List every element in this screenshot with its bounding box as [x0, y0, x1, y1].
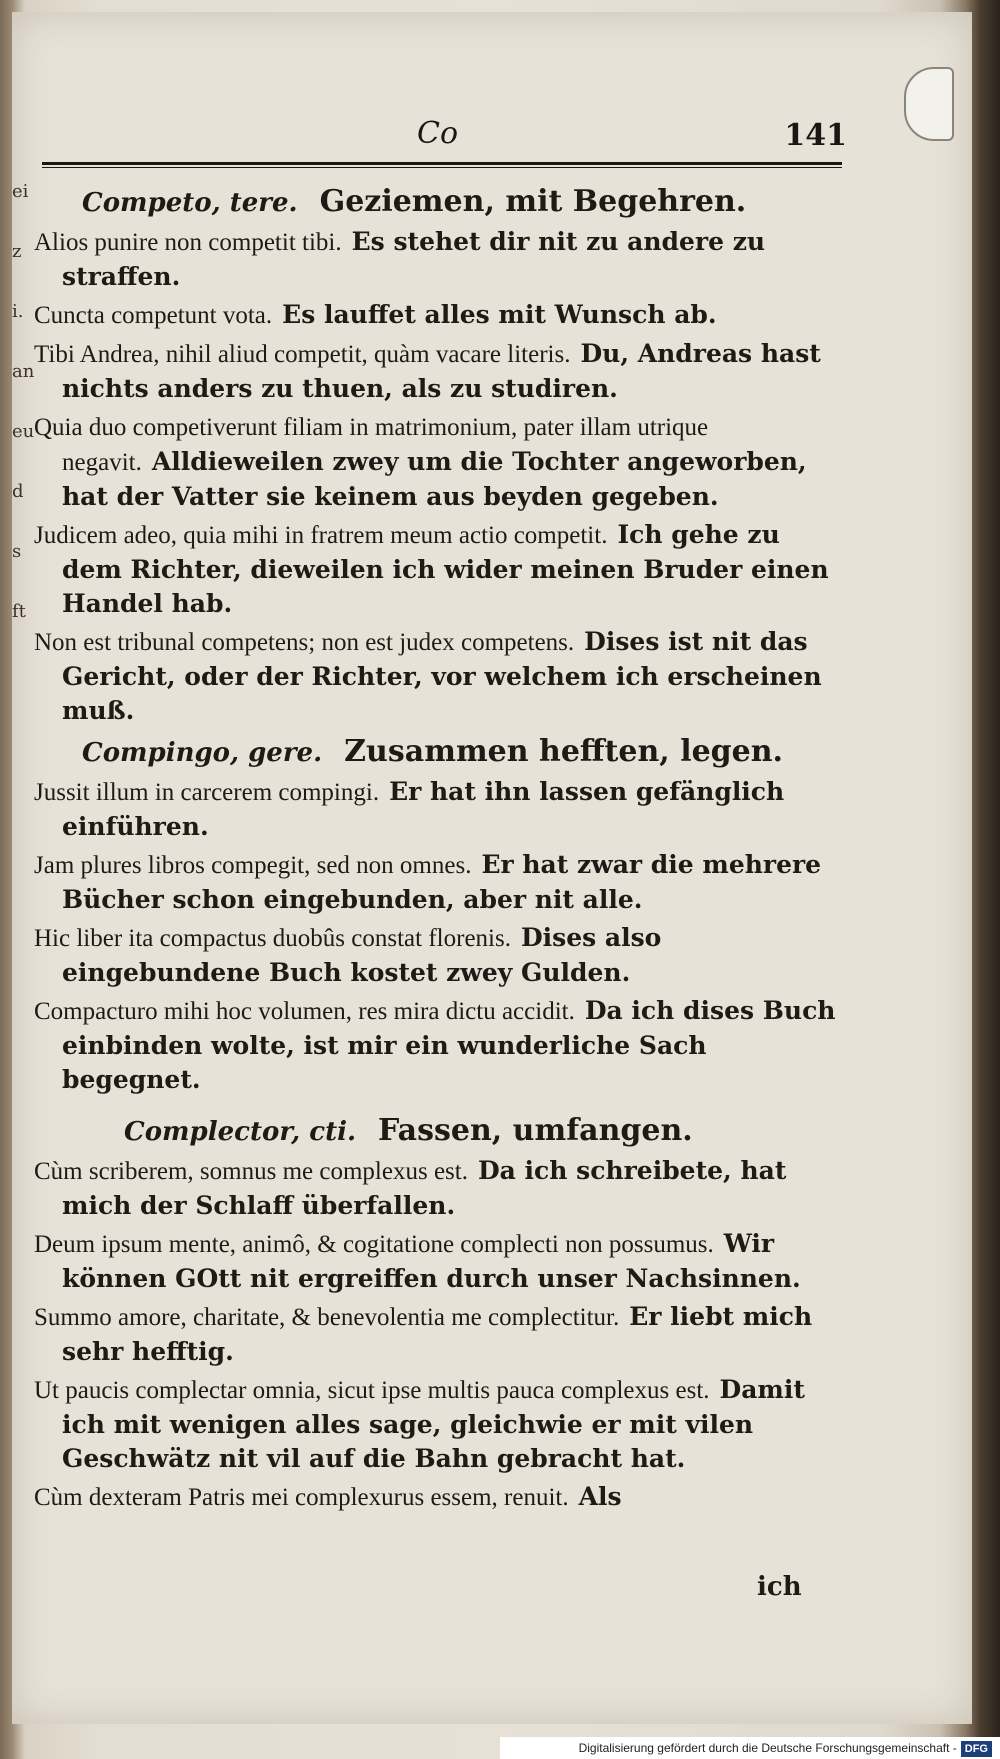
header-rule-thin: [42, 167, 842, 168]
example-sentence: [34, 775, 844, 844]
example-latin: Non est tribunal competens; non est judex competens.: [34, 629, 575, 656]
example-latin: Jam plures libros compegit, sed non omnes.: [34, 852, 472, 879]
example-sentence: [34, 921, 844, 990]
headword-latin: Complector, cti.: [124, 1117, 357, 1147]
edge-fragment: ft: [12, 601, 26, 622]
dictionary-entry: [34, 732, 844, 1097]
example-latin: Alios punire non competit tibi.: [34, 229, 342, 256]
example-german: Er liebt mich sehr hefftig.: [62, 1302, 813, 1366]
example-german: Es lauffet alles mit Wunsch ab.: [282, 300, 717, 329]
edge-fragment: s: [12, 541, 22, 562]
edge-fragment: i.: [12, 301, 24, 322]
example-latin: Judicem adeo, quia mihi in fratrem meum actio competit.: [34, 522, 608, 549]
example-sentence: [34, 848, 844, 917]
example-sentence: [34, 625, 844, 728]
section-heading: Co: [417, 116, 459, 151]
book-page: [12, 12, 972, 1724]
example-german: Ich gehe zu dem Richter, dieweilen ich wider meinen Bruder einen Handel hab.: [62, 520, 829, 618]
dictionary-entry: [34, 182, 844, 728]
example-sentence: [34, 298, 844, 333]
edge-fragment: an: [12, 361, 35, 382]
headword-german: Geziemen, mit Begehren.: [319, 184, 747, 219]
example-latin: Jussit illum in carcerem compingi.: [34, 779, 380, 806]
example-latin: Cuncta competunt vota.: [34, 302, 273, 329]
catchword: ich: [757, 1572, 802, 1602]
example-sentence: [34, 1480, 844, 1515]
digitization-footer: [500, 1737, 1000, 1759]
example-latin: Ut paucis complectar omnia, sicut ipse multis pauca complexus est.: [34, 1377, 710, 1404]
example-sentence: [34, 1227, 844, 1296]
headword: [124, 1111, 844, 1152]
headword-latin: Competo, tere.: [82, 188, 298, 218]
example-sentence: [34, 1300, 844, 1369]
example-german: Dises ist nit das Gericht, oder der Richter, vor welchem ich erscheinen muß.: [62, 627, 822, 725]
example-sentence: [34, 1154, 844, 1223]
example-german: Alldieweilen zwey um die Tochter angeworben, hat der Vatter sie keinem aus beyden gegeben.: [62, 447, 807, 511]
example-german: Da ich dises Buch einbinden wolte, ist mir ein wunderliche Sach begegnet.: [62, 996, 836, 1094]
headword-german: Zusammen hefften, legen.: [344, 734, 783, 769]
example-german: Als: [578, 1482, 622, 1511]
example-sentence: [34, 410, 844, 514]
example-sentence: [34, 518, 844, 621]
example-latin: Compacturo mihi hoc volumen, res mira dictu accidit.: [34, 998, 575, 1025]
footer-text: Digitalisierung gefördert durch die Deutsche Forschungsgemeinschaft -: [578, 1741, 957, 1755]
edge-fragment: z: [12, 241, 22, 262]
edge-fragment: ei: [12, 181, 29, 202]
example-sentence: [34, 225, 844, 294]
example-latin: Cùm dexteram Patris mei complexurus essem, renuit.: [34, 1484, 569, 1511]
example-german: Es stehet dir nit zu andere zu straffen.: [62, 227, 766, 291]
headword-german: Fassen, umfangen.: [378, 1113, 693, 1148]
example-latin: Deum ipsum mente, animô, & cogitatione complecti non possumus.: [34, 1231, 714, 1258]
headword: [82, 182, 844, 223]
headword-latin: Compingo, gere.: [82, 738, 323, 768]
edge-fragment: d: [12, 481, 24, 502]
header-rule: [42, 162, 842, 165]
example-german: Da ich schreibete, hat mich der Schlaff überfallen.: [62, 1156, 787, 1220]
example-german: Dises also eingebundene Buch kostet zwey Gulden.: [62, 923, 662, 987]
example-german: Er hat zwar die mehrere Bücher schon eingebunden, aber nit alle.: [62, 850, 822, 914]
dictionary-entry: [34, 1111, 844, 1515]
headword: [82, 732, 844, 773]
running-header: [42, 112, 847, 162]
edge-fragment: eu: [12, 421, 35, 442]
example-latin: Cùm scriberem, somnus me complexus est.: [34, 1158, 468, 1185]
example-german: Er hat ihn lassen gefänglich einführen.: [62, 777, 785, 841]
dfg-logo: DFG: [961, 1741, 992, 1757]
adjacent-page-edge: [12, 162, 35, 762]
example-latin: Quia duo competiverunt filiam in matrimonium, pater illam utrique negavit.: [34, 414, 709, 476]
example-sentence: [34, 337, 844, 406]
example-latin: Hic liber ita compactus duobûs constat florenis.: [34, 925, 511, 952]
page-number: 141: [784, 118, 847, 153]
example-latin: Summo amore, charitate, & benevolentia me complectitur.: [34, 1304, 620, 1331]
example-german: Wir können GOtt nit ergreiffen durch unser Nachsinnen.: [62, 1229, 801, 1293]
page-tab-marker: [904, 67, 954, 141]
example-sentence: [34, 994, 844, 1097]
example-sentence: [34, 1373, 844, 1476]
example-german: Damit ich mit wenigen alles sage, gleichwie er mit vilen Geschwätz nit vil auf die Bahn gebracht hat.: [62, 1375, 805, 1473]
example-german: Du, Andreas hast nichts anders zu thuen, als zu studiren.: [62, 339, 821, 403]
example-latin: Tibi Andrea, nihil aliud competit, quàm vacare literis.: [34, 341, 571, 368]
dictionary-body: [34, 182, 844, 1519]
